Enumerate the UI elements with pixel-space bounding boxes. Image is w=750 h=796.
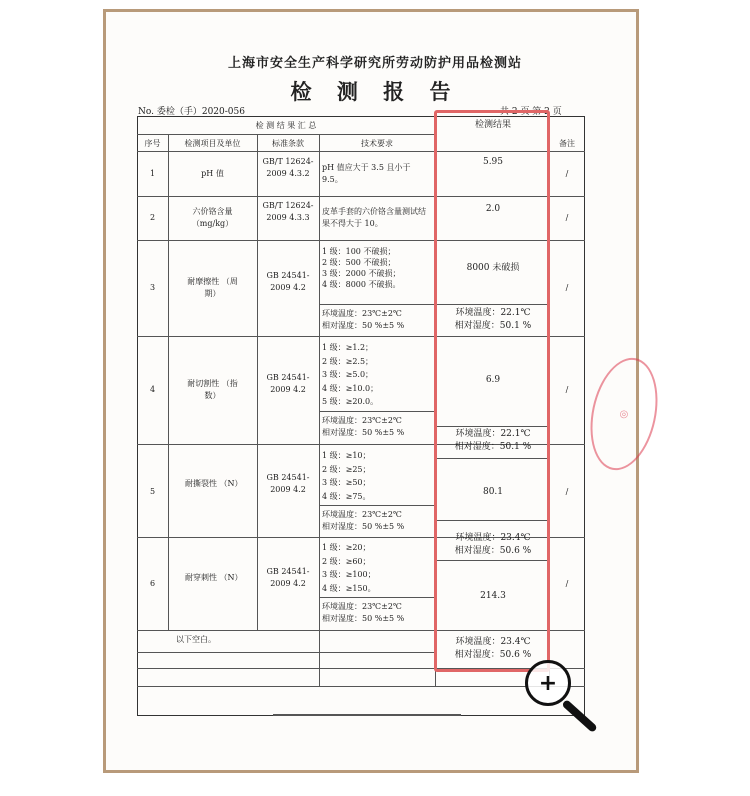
technical-requirement: 皮革手套的六价铬含量测试结果不得大于 10。 xyxy=(322,207,426,228)
col-header-item: 检测项目及单位 xyxy=(184,139,241,148)
standard-clause: GB 24541-2009 4.2 xyxy=(266,473,310,494)
test-item: pH 值 xyxy=(201,169,224,178)
test-environment-requirement: 环境温度：23℃±2℃ 相对湿度：50 %±5 % xyxy=(322,309,405,330)
row-number: 4 xyxy=(149,385,156,394)
col-header-std: 标准条款 xyxy=(272,139,304,148)
test-environment-requirement: 环境温度：23℃±2℃ 相对湿度：50 %±5 % xyxy=(322,416,405,437)
result-value: 5.95 xyxy=(482,157,504,167)
page-number: 共 2 页 第 2 页 xyxy=(500,107,562,117)
table-line xyxy=(319,134,320,686)
technical-requirement: 1 级：100 不破损； 2 级：500 不破损； 3 级：2000 不破损； 4 级：8000 不破损。 xyxy=(322,247,401,289)
standard-clause: GB/T 12624-2009 4.3.3 xyxy=(262,201,314,222)
table-line xyxy=(319,597,435,598)
signature-line xyxy=(273,714,461,716)
table-line xyxy=(319,505,435,506)
result-value: 80.1 xyxy=(482,487,504,497)
table-line xyxy=(137,134,435,135)
result-header: 检测结果 xyxy=(474,120,511,130)
standard-clause: GB/T 12624-2009 4.3.2 xyxy=(262,157,314,178)
technical-requirement: 1 级：≥1.2； 2 级：≥2.5； 3 级：≥5.0； 4 级：≥10.0； 5 级：≥20.0。 xyxy=(322,343,379,406)
stamp-mark: ◎ xyxy=(617,407,631,421)
col-header-no: 序号 xyxy=(144,139,161,148)
note-cell: / xyxy=(565,579,569,588)
standard-clause: GB 24541-2009 4.2 xyxy=(266,567,310,588)
test-environment-requirement: 环境温度：23℃±2℃ 相对湿度：50 %±5 % xyxy=(322,602,405,623)
results-highlight-box xyxy=(434,110,550,672)
technical-requirement: pH 值应大于 3.5 且小于 9.5。 xyxy=(322,163,411,184)
result-environment: 环境温度：22.1℃ 相对湿度：50.1 % xyxy=(454,308,532,331)
blank-note: 以下空白。 xyxy=(176,635,216,644)
col-header-note: 备注 xyxy=(559,139,575,148)
test-item: 耐摩擦性 （周期） xyxy=(187,277,238,298)
row-number: 5 xyxy=(149,487,156,496)
result-value: 8000 未破损 xyxy=(466,263,520,273)
technical-requirement: 1 级：≥20； 2 级：≥60； 3 级：≥100； 4 级：≥150。 xyxy=(322,543,376,593)
test-item: 耐穿刺性 （N） xyxy=(185,573,243,582)
result-environment: 环境温度：22.1℃ 相对湿度：50.1 % xyxy=(454,429,532,452)
result-environment: 环境温度：23.4℃ 相对湿度：50.6 % xyxy=(454,637,532,660)
result-value: 2.0 xyxy=(485,204,501,214)
standard-clause: GB 24541-2009 4.2 xyxy=(266,271,310,292)
col-header-req: 技术要求 xyxy=(361,139,393,148)
result-environment: 环境温度：23.4℃ 相对湿度：50.6 % xyxy=(454,533,532,556)
test-item: 耐切割性 （指数） xyxy=(187,379,238,400)
note-cell: / xyxy=(565,213,569,222)
result-value: 214.3 xyxy=(480,591,506,601)
table-line xyxy=(168,134,169,630)
note-cell: / xyxy=(565,487,569,496)
note-cell: / xyxy=(565,169,569,178)
magnifier-plus-icon[interactable]: + xyxy=(525,660,571,706)
table-line xyxy=(319,411,435,412)
technical-requirement: 1 级：≥10； 2 级：≥25； 3 级：≥50； 4 级：≥75。 xyxy=(322,451,371,501)
institute-name: 上海市安全生产科学研究所劳动防护用品检测站 xyxy=(227,56,522,71)
test-item: 六价铬含量 （mg/kg） xyxy=(191,207,234,228)
doc-number: No. 委检（手）2020-056 xyxy=(138,107,245,117)
report-title: 检 测 报 告 xyxy=(290,79,460,104)
table-line xyxy=(137,686,585,687)
note-cell: / xyxy=(565,283,569,292)
row-number: 6 xyxy=(149,579,156,588)
row-number: 2 xyxy=(149,213,156,222)
test-item: 耐撕裂性 （N） xyxy=(185,479,243,488)
row-number: 1 xyxy=(149,169,156,178)
standard-clause: GB 24541-2009 4.2 xyxy=(266,373,310,394)
result-value: 6.9 xyxy=(485,375,501,385)
table-caption: 检 测 结 果 汇 总 xyxy=(255,121,317,130)
note-cell: / xyxy=(565,385,569,394)
table-line xyxy=(137,652,435,653)
test-environment-requirement: 环境温度：23℃±2℃ 相对湿度：50 %±5 % xyxy=(322,510,405,531)
row-number: 3 xyxy=(149,283,156,292)
